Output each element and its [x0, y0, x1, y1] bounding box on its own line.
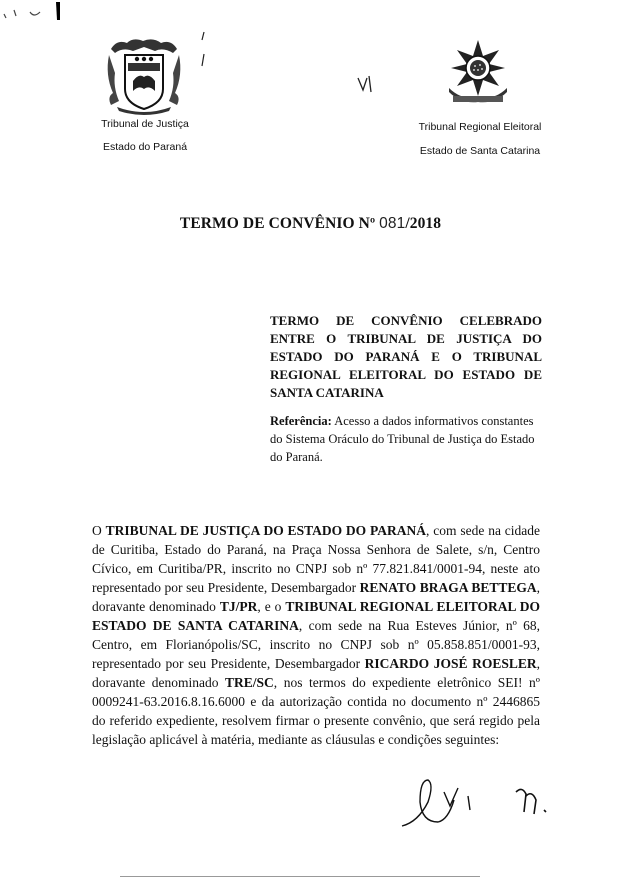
- reference-text: Acesso a dados informativos constantes do Sistema Oráculo do Tribunal de Justiça do Estado do Paraná.: [270, 414, 535, 464]
- body-text-4: , e o: [257, 599, 286, 614]
- body-text-2: , com sede na cidade de Curitiba, Estado do Paraná, na Praça Nossa Senhora de Salete, s/n, Centro Cívico, em Curitiba/PR, inscrito no CNPJ sob nº 77.821.841/0001-94, neste ato representado por seu Presidente, Desembargador: [92, 523, 541, 595]
- title-year: /2018: [405, 215, 442, 232]
- title-prefix: TERMO DE CONVÊNIO Nº: [179, 215, 376, 232]
- body-text-7: , nos termos do expediente eletrônico SEI! nº 0009241-63.2016.8.16.6000 e da autorização contida no documento nº 2446865 do referido expediente, resolvem firmar o presente convênio, que será regido pela legislação aplicável à matéria, mediante as cláusulas e condições seguintes:: [92, 675, 540, 747]
- corner-scribble: [0, 0, 70, 30]
- party-tjpr-name: TRIBUNAL DE JUSTIÇA DO ESTADO DO PARANÁ: [105, 523, 427, 538]
- document-title: [0, 215, 621, 233]
- tresc-president-name: RICARDO JOSÉ ROESLER: [364, 656, 537, 671]
- tresc-abbr: TRE/SC: [225, 675, 274, 690]
- party-tresc-name: TRIBUNAL REGIONAL ELEITORAL DO ESTADO DE SANTA CATARINA: [92, 599, 540, 633]
- pen-tick: [198, 30, 208, 70]
- tjpr-president-name: RENATO BRAGA BETTEGA: [359, 580, 537, 595]
- tjpr-abbr: TJ/PR: [219, 599, 258, 614]
- title-number: 081: [379, 215, 406, 232]
- reference-block: [270, 412, 542, 466]
- brazil-coat-of-arms-icon: [441, 38, 515, 106]
- body-text-3: , doravante denominado: [92, 580, 540, 614]
- body-text-1: O: [92, 523, 106, 538]
- agreement-summary: TERMO DE CONVÊNIO CELEBRADO ENTRE O TRIBUNAL DE JUSTIÇA DO ESTADO DO PARANÁ E O TRIBUNAL REGIONAL ELEITORAL DO ESTADO DE SANTA CATARINA: [270, 313, 542, 400]
- handwritten-signature: [398, 772, 558, 832]
- footer-divider: [120, 876, 480, 877]
- initial-mark: [355, 72, 379, 96]
- preamble-paragraph: [92, 521, 540, 749]
- body-text-5: , com sede na Rua Esteves Júnior, nº 68, Centro, em Florianópolis/SC, inscrito no CNPJ sob nº 05.858.851/0001-93, representado por seu Presidente, Desembargador: [92, 618, 541, 671]
- left-org-label: Tribunal de Justiça: [101, 118, 189, 130]
- right-state-label: Estado de Santa Catarina: [419, 145, 541, 157]
- reference-label: Referência:: [270, 414, 332, 428]
- parana-coat-of-arms-icon: [103, 35, 185, 115]
- left-state-label: Estado do Paraná: [102, 141, 188, 153]
- body-text-6: , doravante denominado: [92, 656, 540, 690]
- right-org-label: Tribunal Regional Eleitoral: [418, 121, 542, 133]
